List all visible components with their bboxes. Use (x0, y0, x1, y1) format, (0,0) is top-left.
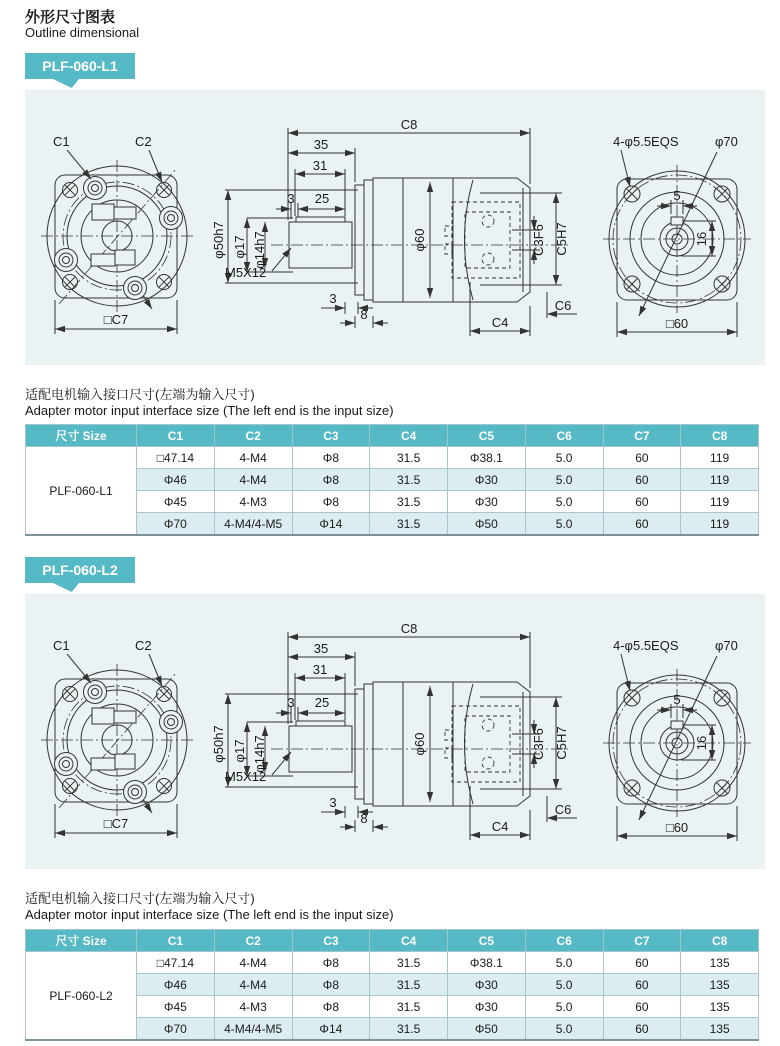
col-header-c4: C4 (370, 425, 448, 447)
dim-label-bottom8: 8 (360, 811, 368, 826)
dimension-table-1 (25, 424, 759, 536)
dim-label-c4: C4 (491, 315, 509, 330)
badge-tail (53, 79, 79, 88)
col-header-c6: C6 (525, 425, 603, 447)
dimension-value-cell: 60 (603, 952, 681, 974)
dimension-value-cell: 4-M4/4-M5 (214, 1018, 292, 1041)
dimension-value-cell: □47.14 (137, 952, 215, 974)
dim-label-dia60: φ60 (412, 732, 427, 756)
col-header-c6: C6 (525, 930, 603, 952)
dim-label-key5: 5 (673, 188, 681, 203)
col-header-c2: C2 (214, 425, 292, 447)
dimension-value-cell: 4-M4 (214, 974, 292, 996)
dimension-value-cell: 60 (603, 513, 681, 536)
dim-label-c6: C6 (554, 298, 572, 313)
page-title-en: Outline dimensional (25, 25, 140, 40)
dimension-value-cell: Φ8 (292, 952, 370, 974)
dimension-value-cell: Φ38.1 (448, 952, 526, 974)
dim-label-c2: C2 (135, 638, 152, 653)
dimension-value-cell: 5.0 (525, 952, 603, 974)
model-badge-label: PLF-060-L2 (42, 562, 118, 578)
dim-label-dia70: φ70 (715, 134, 738, 149)
col-header-c2: C2 (214, 930, 292, 952)
dim-label-c3f6: C3F6 (531, 224, 546, 256)
interface-note-zh: 适配电机输入接口尺寸(左端为输入尺寸) (25, 891, 255, 906)
dimension-value-cell: Φ30 (448, 469, 526, 491)
model-badge-label: PLF-060-L1 (42, 58, 118, 74)
dimension-value-cell: Φ50 (448, 1018, 526, 1041)
dim-label-sq60: □60 (665, 820, 689, 835)
col-header-c1: C1 (137, 930, 215, 952)
dimension-value-cell: Φ8 (292, 469, 370, 491)
dim-label-31: 31 (312, 158, 328, 173)
dimension-value-cell: 31.5 (370, 974, 448, 996)
dimension-value-cell: 60 (603, 1018, 681, 1041)
dimension-value-cell: 31.5 (370, 996, 448, 1018)
dimension-value-cell: 135 (681, 996, 759, 1018)
front-view (41, 638, 193, 838)
dim-label-c4: C4 (491, 819, 509, 834)
dimension-value-cell: Φ30 (448, 996, 526, 1018)
dim-label-m5x12: M5X12 (225, 265, 267, 280)
dim-label-c3f6: C3F6 (531, 728, 546, 760)
dimension-value-cell: 60 (603, 974, 681, 996)
interface-note-en: Adapter motor input interface size (The left end is the input size) (25, 907, 394, 922)
dim-label-c2: C2 (135, 134, 152, 149)
dimension-value-cell: 5.0 (525, 513, 603, 536)
rear-view (603, 638, 751, 841)
dimension-value-cell: 60 (603, 447, 681, 469)
col-header-c1: C1 (137, 425, 215, 447)
dim-label-35: 35 (313, 641, 329, 656)
dimension-value-cell: 119 (681, 469, 759, 491)
model-badge-plf-060-l1 (25, 53, 135, 79)
dimension-value-cell: 31.5 (370, 447, 448, 469)
outline-drawing-2 (25, 594, 765, 869)
dim-label-3: 3 (287, 695, 295, 710)
dim-label-dia70: φ70 (715, 638, 738, 653)
dimension-value-cell: 5.0 (525, 1018, 603, 1041)
dimension-value-cell: Φ70 (137, 1018, 215, 1041)
dimension-value-cell: 60 (603, 996, 681, 1018)
col-header-c8: C8 (681, 425, 759, 447)
dimension-value-cell: 4-M4/4-M5 (214, 513, 292, 536)
col-header-c5: C5 (448, 425, 526, 447)
dimension-table-2 (25, 929, 759, 1041)
dimension-value-cell: 31.5 (370, 952, 448, 974)
front-view (41, 134, 193, 334)
dim-label-dia14h7: φ14h7 (252, 231, 267, 269)
dim-label-25: 25 (314, 695, 330, 710)
dim-label-dia50h7: φ50h7 (211, 725, 226, 763)
dimension-value-cell: 5.0 (525, 996, 603, 1018)
dimension-value-cell: 4-M3 (214, 491, 292, 513)
model-badge-plf-060-l2 (25, 557, 135, 583)
dimension-value-cell: 135 (681, 952, 759, 974)
dimension-value-cell: Φ45 (137, 491, 215, 513)
dim-label-35: 35 (313, 137, 329, 152)
dimension-value-cell: 5.0 (525, 491, 603, 513)
side-view (211, 117, 577, 336)
dimension-value-cell: 119 (681, 447, 759, 469)
rear-view (603, 134, 751, 337)
dimension-value-cell: 5.0 (525, 974, 603, 996)
dim-label-m5x12: M5X12 (225, 769, 267, 784)
dimension-value-cell: 119 (681, 513, 759, 536)
dim-label-c7: □C7 (103, 816, 129, 831)
interface-note-zh: 适配电机输入接口尺寸(左端为输入尺寸) (25, 387, 255, 402)
dimension-value-cell: 31.5 (370, 513, 448, 536)
dim-label-c8: C8 (400, 117, 418, 132)
dim-label-16: 16 (694, 735, 709, 751)
dimension-value-cell: 60 (603, 491, 681, 513)
dim-label-dia17: φ17 (232, 235, 247, 259)
side-view (211, 621, 577, 840)
dim-label-sq60: □60 (665, 316, 689, 331)
dim-label-16: 16 (694, 231, 709, 247)
dim-label-dia50h7: φ50h7 (211, 221, 226, 259)
dim-label-c6: C6 (554, 802, 572, 817)
col-header-c8: C8 (681, 930, 759, 952)
dimension-value-cell: 5.0 (525, 447, 603, 469)
dim-label-c5h7: C5H7 (554, 222, 569, 256)
dim-label-25: 25 (314, 191, 330, 206)
interface-note-en: Adapter motor input interface size (The left end is the input size) (25, 403, 394, 418)
dimension-value-cell: Φ30 (448, 974, 526, 996)
col-header-c7: C7 (603, 930, 681, 952)
badge-tail (53, 583, 79, 592)
dimension-value-cell: 135 (681, 974, 759, 996)
dimension-value-cell: Φ8 (292, 491, 370, 513)
dim-label-key5: 5 (673, 692, 681, 707)
model-name-cell: PLF-060-L2 (26, 952, 137, 1041)
dim-label-c7: □C7 (103, 312, 129, 327)
dimension-value-cell: 4-M4 (214, 469, 292, 491)
dim-label-4xdia5-5eqs: 4-φ5.5EQS (613, 638, 679, 653)
dimension-value-cell: Φ70 (137, 513, 215, 536)
dim-label-4xdia5-5eqs: 4-φ5.5EQS (613, 134, 679, 149)
dimension-value-cell: 31.5 (370, 491, 448, 513)
size-header-cell: 尺寸 Size (26, 930, 137, 952)
dimension-value-cell: 135 (681, 1018, 759, 1041)
dimension-value-cell: Φ46 (137, 469, 215, 491)
dimension-value-cell: Φ8 (292, 447, 370, 469)
table-header-row (26, 930, 759, 952)
technical-drawing (25, 90, 765, 365)
dim-label-c1: C1 (53, 638, 70, 653)
table-header-row (26, 425, 759, 447)
dimension-value-cell: Φ8 (292, 974, 370, 996)
dimension-value-cell: Φ14 (292, 1018, 370, 1041)
col-header-c4: C4 (370, 930, 448, 952)
dim-label-dia14h7: φ14h7 (252, 735, 267, 773)
dimension-value-cell: Φ30 (448, 491, 526, 513)
dimension-value-cell: □47.14 (137, 447, 215, 469)
dimension-value-cell: 4-M4 (214, 952, 292, 974)
dim-label-3: 3 (287, 191, 295, 206)
dimension-value-cell: 31.5 (370, 469, 448, 491)
dimension-value-cell: 4-M3 (214, 996, 292, 1018)
dimension-value-cell: 31.5 (370, 1018, 448, 1041)
dim-label-c5h7: C5H7 (554, 726, 569, 760)
dimension-value-cell: 119 (681, 491, 759, 513)
dim-label-bottom3: 3 (329, 795, 337, 810)
outline-drawing-1 (25, 90, 765, 365)
model-name-cell: PLF-060-L1 (26, 447, 137, 536)
dim-label-bottom3: 3 (329, 291, 337, 306)
dimension-value-cell: Φ14 (292, 513, 370, 536)
dimension-value-cell: 4-M4 (214, 447, 292, 469)
dim-label-bottom8: 8 (360, 307, 368, 322)
dimension-value-cell: 60 (603, 469, 681, 491)
dimension-value-cell: Φ50 (448, 513, 526, 536)
dim-label-c1: C1 (53, 134, 70, 149)
col-header-c5: C5 (448, 930, 526, 952)
table-row (26, 447, 759, 469)
col-header-c7: C7 (603, 425, 681, 447)
table-row (26, 952, 759, 974)
dimension-value-cell: Φ8 (292, 996, 370, 1018)
dimension-value-cell: Φ46 (137, 974, 215, 996)
col-header-c3: C3 (292, 930, 370, 952)
dim-label-31: 31 (312, 662, 328, 677)
page-title-zh: 外形尺寸图表 (25, 9, 116, 26)
col-header-c3: C3 (292, 425, 370, 447)
dimension-value-cell: Φ38.1 (448, 447, 526, 469)
technical-drawing (25, 594, 765, 869)
dimension-value-cell: 5.0 (525, 469, 603, 491)
dim-label-dia60: φ60 (412, 228, 427, 252)
dim-label-dia17: φ17 (232, 739, 247, 763)
dim-label-c8: C8 (400, 621, 418, 636)
dimension-value-cell: Φ45 (137, 996, 215, 1018)
size-header-cell: 尺寸 Size (26, 425, 137, 447)
